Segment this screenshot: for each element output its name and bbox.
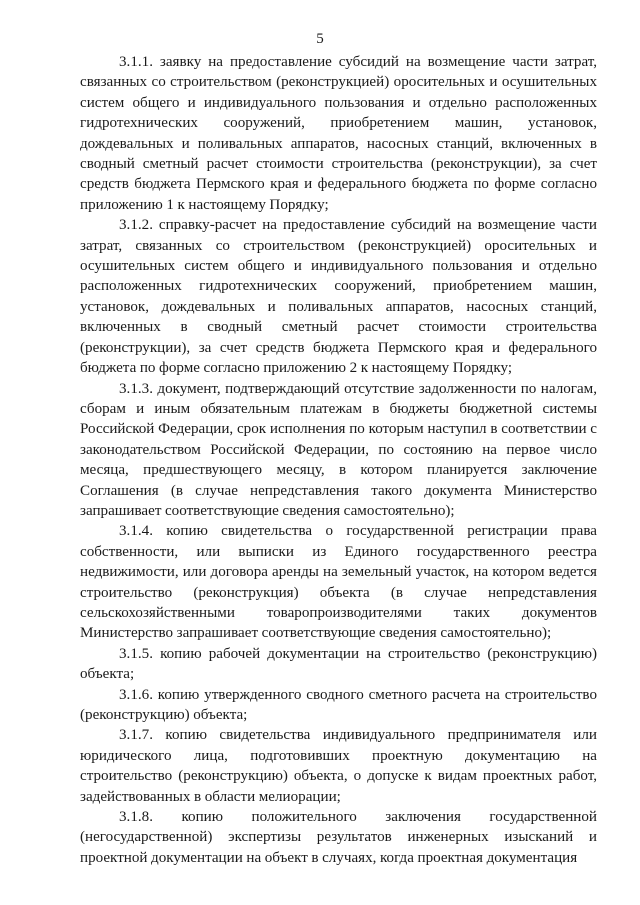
paragraph-3-1-1: 3.1.1. заявку на предоставление субсидий на возмещение части затрат, связанных со строительством (реконструкцией) оросительных и осушительных систем общего и индивидуального пользования и отдельно расположенных гидротехнических сооружений, приобретением машин, установок, дождевальных и поливальных аппаратов, насосных станций, включенных в сводный сметный расчет стоимости строительства (реконструкции), за счет средств бюджета Пермского края и федерального бюджета по форме согласно приложению 1 к настоящему Порядку; (80, 54, 597, 213)
paragraph-3-1-2: 3.1.2. справку-расчет на предоставление субсидий на возмещение части затрат, связанных со строительством (реконструкцией) оросительных и осушительных систем общего и индивидуального пользования и отдельно расположенных гидротехнических сооружений, приобретением машин, установок, дождевальных и поливальных аппаратов, насосных станций, включенных в сводный сметный расчет стоимости строительства (реконструкции), за счет средств бюджета Пермского края и федерального бюджета по форме согласно приложению 2 к настоящему Порядку; (80, 217, 597, 377)
paragraph-3-1-5: 3.1.5. копию рабочей документации на строительство (реконструкцию) объекта; (80, 645, 597, 683)
document-body (80, 52, 597, 868)
paragraph-3-1-4: 3.1.4. копию свидетельства о государственной регистрации права собственности, или выписки из Единого государственного реестра недвижимости, или договора аренды на земельный участок, на котором ведется строительство (реконструкция) объекта (в случае непредставления сельскохозяйственными товаропроизводителями таких документов Министерство запрашивает соответствующие сведения самостоятельно); (80, 523, 597, 642)
paragraph-3-1-6: 3.1.6. копию утвержденного сводного сметного расчета на строительство (реконструкцию) объекта; (80, 686, 597, 723)
page-number: 5 (316, 31, 324, 47)
paragraph-3-1-7: 3.1.7. копию свидетельства индивидуального предпринимателя или юридического лица, подготовивших проектную документацию на строительство (реконструкцию) объекта, о допуске к видам проектных работ, задействованных в области мелиорации; (80, 727, 597, 805)
paragraph-3-1-3: 3.1.3. документ, подтверждающий отсутствие задолженности по налогам, сборам и иным обязательным платежам в бюджеты бюджетной системы Российской Федерации, срок исполнения по которым наступил в соответствии с законодательством Российской Федерации, по состоянию на первое число месяца, предшествующего месяцу, в котором планируется заключение Соглашения (в случае непредставления такого документа Министерство запрашивает соответствующие сведения самостоятельно); (80, 380, 597, 519)
paragraph-3-1-8: 3.1.8. копию положительного заключения государственной (негосударственной) экспертизы результатов инженерных изысканий и проектной документации на объект в случаях, когда проектная документация (80, 809, 597, 866)
